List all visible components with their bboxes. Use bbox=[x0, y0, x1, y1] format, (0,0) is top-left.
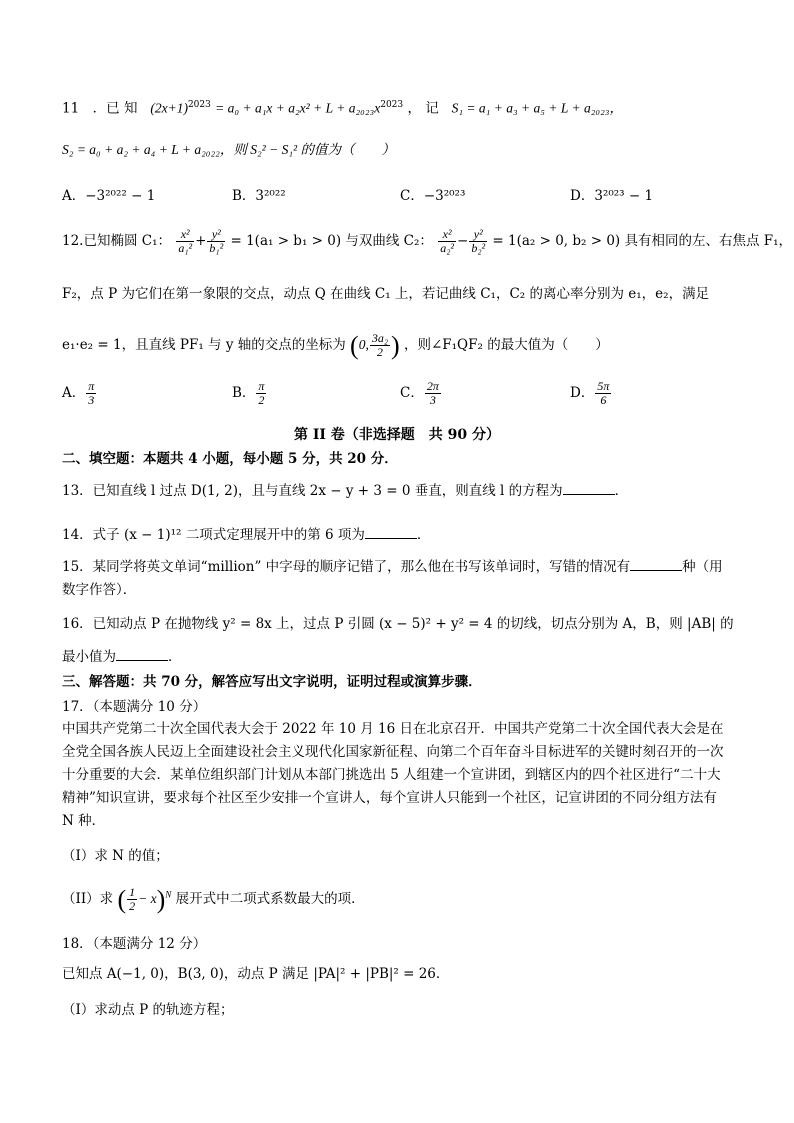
q12-line2: F₂，点 P 为它们在第一象限的交点，动点 Q 在曲线 C₁ 上，若记曲线 C₁，C₂ 的离心率分别为 e₁，e₂，满足 bbox=[62, 286, 710, 302]
q12-line3-b: ，则∠F₁QF₂ 的最大值为（ ） bbox=[403, 337, 609, 354]
q11-option-d: D．3²⁰²³ − 1 bbox=[570, 188, 654, 204]
q11-exp2: 2023 bbox=[380, 100, 404, 110]
q16-answer-blank[interactable] bbox=[116, 648, 168, 661]
q11-option-b: B．3²⁰²² bbox=[232, 188, 286, 204]
q11-line2: S₂ = a₀ + a₂ + a₄ + L + a₂₀₂₂，则 S₂² − S₁² 的值为（ ） bbox=[62, 142, 395, 157]
q15-text: 15．某同学将英文单词“million” 中字母的顺序记错了，那么他在书写该单词时，写错的情况有 bbox=[62, 559, 631, 575]
q11-mid: ， 记 bbox=[407, 100, 439, 117]
q13-text: 13．已知直线 l 过点 D(1, 2)，且与直线 2x − y + 3 = 0 垂直，则直线 l 的方程为 bbox=[62, 483, 563, 499]
q16-line2: 最小值为 ． bbox=[62, 649, 182, 665]
q12-line3: e₁·e₂ = 1，且直线 PF₁ 与 y 轴的交点的坐标为 (0, $\frac{\text{3a₂}}{2}$ ) ，则∠F₁QF₂ 的最大值为（ ） bbox=[62, 330, 609, 360]
q12-line1-a: 12.已知椭圆 C₁： bbox=[62, 233, 172, 250]
q12-option-a: A． $\frac{\pi}{3}$ bbox=[62, 379, 95, 408]
q17-body: 中国共产党第二十次全国代表大会于 2022 年 10 月 16 日在北京召开．中国共产党第二十次全国代表大会是在全党全国各族人民迈上全面建设社会主义现代化国家新征程、向第二个百年奋斗目标进军的关键时刻召开的一次十分重要的大会．某单位组织部门计划从本部门挑选出 5 人组建一个宣讲团，到辖区内的四个社区进行“二十大精神”知识宣讲，要求每个社区至少安排一个宣讲人，每个宣讲人只能到一个社区，记宣讲团的不同分组方法有 N 种． bbox=[62, 721, 724, 829]
q12-line1: 12.已知椭圆 C₁： $\frac{\text{x²}}{\text{a₁²}}$ + $\frac{\text{y²}}{\text{b₁²}}$ = 1(a₁ > b₁ > 0) 与双曲线 C₂： $\frac{\text{x²}}{\text{a₂²}}$ − $\frac{\text{y²}}{\text{b₂²}}$ = 1(a₂ > 0, b₂ > 0) 具有相同的左、右焦点 F₁， bbox=[62, 227, 793, 256]
q17-part1: （I）求 N 的值； bbox=[62, 848, 169, 864]
q12-line1-b: = 1(a₁ > b₁ > 0) 与双曲线 C₂： bbox=[230, 233, 433, 250]
q11-expr2: = a₀ + a₁x + a₂x² + L + a₂₀₂₃x bbox=[215, 100, 381, 116]
q11-exp1: 2023 bbox=[187, 100, 211, 110]
q12-option-c: C． $\frac{2\pi}{3}$ bbox=[400, 379, 439, 408]
q11-number: 11 ．已 知 bbox=[62, 100, 138, 117]
q12-line3-a: e₁·e₂ = 1，且直线 PF₁ 与 y 轴的交点的坐标为 bbox=[62, 337, 346, 354]
q14: 14．式子 (x − 1)¹² 二项式定理展开中的第 6 项为 ． bbox=[62, 527, 431, 543]
q17-head: 17．（本题满分 10 分） bbox=[62, 699, 207, 715]
q17-part2: （II）求 ( $\frac{1}{2}$ − x)$^N$ 展开式中二项式系数最大的项． bbox=[62, 884, 365, 914]
q14-text: 14．式子 (x − 1)¹² 二项式定理展开中的第 6 项为 bbox=[62, 527, 365, 543]
q12-line1-c: = 1(a₂ > 0, b₂ > 0) 具有相同的左、右焦点 F₁， bbox=[492, 233, 793, 250]
q13: 13．已知直线 l 过点 D(1, 2)，且与直线 2x − y + 3 = 0 垂直，则直线 l 的方程为 ． bbox=[62, 483, 629, 499]
solve-header: 三、解答题：共 70 分，解答应写出文字说明，证明过程或演算步骤． bbox=[62, 674, 482, 690]
q11-s1: S₁ = a₁ + a₃ + a₅ + L + a₂₀₂₃， bbox=[451, 100, 623, 116]
q11-option-c: C．−3²⁰²³ bbox=[400, 188, 466, 204]
q15-line2: 数字作答）． bbox=[62, 582, 137, 598]
q13-answer-blank[interactable] bbox=[563, 482, 615, 495]
q18-head: 18．（本题满分 12 分） bbox=[62, 936, 207, 952]
q14-answer-blank[interactable] bbox=[365, 526, 417, 539]
q16: 16．已知动点 P 在抛物线 y² = 8x 上，过点 P 引圆 (x − 5)² + y² = 4 的切线，切点分别为 A，B，则 |AB| 的 bbox=[62, 616, 734, 632]
q12-option-b: B． $\frac{\pi}{2}$ bbox=[232, 379, 265, 408]
q15: 15．某同学将英文单词“million” 中字母的顺序记错了，那么他在书写该单词时，写错的情况有 种（用 bbox=[62, 559, 723, 575]
q18-body: 已知点 A(−1, 0)，B(3, 0)，动点 P 满足 |PA|² + |PB|² = 26． bbox=[62, 966, 450, 982]
q11-line1 bbox=[62, 100, 623, 117]
q15-answer-blank[interactable] bbox=[630, 558, 682, 571]
q11-option-a: A．−3²⁰²² − 1 bbox=[62, 188, 156, 204]
q18-part1: （I）求动点 P 的轨迹方程； bbox=[62, 1002, 234, 1018]
section-2-title: 第 II 卷（非选择题 共 90 分） bbox=[293, 427, 501, 443]
q12-option-d: D． $\frac{5\pi}{6}$ bbox=[570, 379, 610, 408]
fill-in-header: 二、填空题：本题共 4 小题，每小题 5 分，共 20 分． bbox=[62, 451, 398, 467]
q11-expr1: (2x+1) bbox=[150, 100, 188, 116]
